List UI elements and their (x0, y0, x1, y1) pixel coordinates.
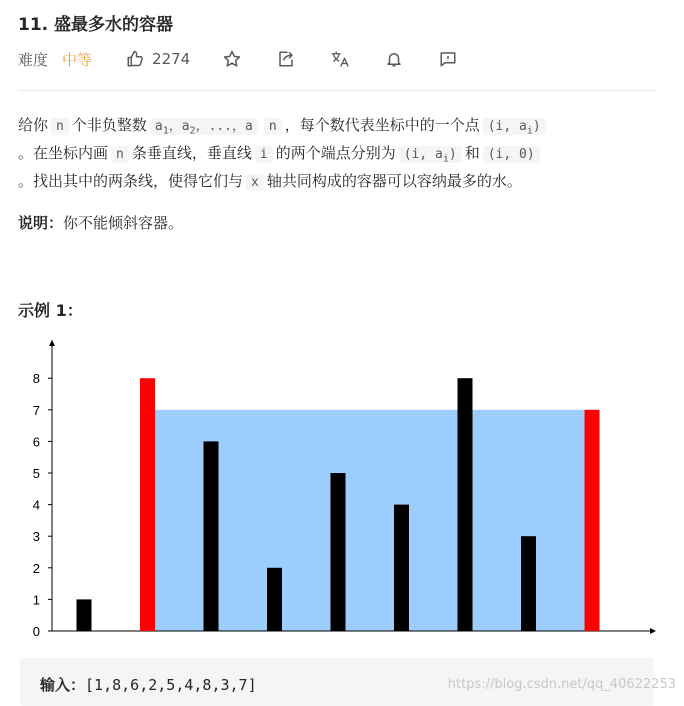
code-point-bottom: (i, 0) (483, 146, 540, 163)
y-tick-label: 8 (32, 371, 40, 387)
text: 。找出其中的两条线，使得它们与 (18, 172, 244, 190)
code-sequence (150, 118, 258, 135)
bar (204, 441, 219, 631)
text: (i, a (487, 119, 527, 134)
text: ，每个数代表坐标中的一个点 (284, 116, 480, 134)
subscript: 2 (189, 125, 196, 137)
water-area (155, 410, 585, 631)
highlight-bar (140, 378, 155, 631)
text: 和 (464, 144, 480, 162)
example-title: 示例 1： (18, 301, 83, 320)
code-x: x (246, 174, 264, 191)
bar (521, 536, 536, 631)
thumbs-up-icon (126, 50, 144, 68)
star-icon (223, 50, 241, 68)
favorite-button[interactable] (220, 47, 244, 71)
y-tick-label: 7 (32, 402, 40, 418)
description-line-3 (18, 170, 522, 191)
watermark: https://blog.csdn.net/qq_40622253 (447, 677, 676, 692)
bar (394, 505, 409, 631)
y-tick-label: 4 (32, 497, 40, 513)
text: 的两个端点分别为 (275, 144, 396, 162)
bar (267, 568, 282, 631)
text: ，...，a (195, 119, 253, 134)
like-button[interactable] (126, 50, 190, 68)
text: ，a (168, 119, 190, 134)
note-text: 你不能倾斜容器。 (63, 214, 184, 232)
text: ) (532, 119, 541, 134)
text: 。在坐标内画 (18, 144, 109, 162)
difficulty-value: 中等 (62, 50, 93, 69)
code-n: n (111, 146, 129, 163)
input-line (40, 674, 257, 695)
code-point (483, 118, 546, 135)
bar (77, 599, 92, 631)
feedback-button[interactable] (436, 47, 460, 71)
bar (331, 473, 346, 631)
y-tick-label: 5 (32, 466, 40, 481)
text: 条垂直线，垂直线 (131, 144, 252, 162)
y-tick-label: 2 (32, 560, 40, 576)
text: 轴共同构成的容器可以容纳最多的水。 (266, 172, 522, 190)
like-count: 2274 (152, 50, 191, 68)
code-subscript-n: n (264, 118, 282, 135)
y-tick-label: 3 (32, 529, 40, 545)
text: 个非负整数 (71, 116, 147, 134)
code-n: n (51, 118, 69, 135)
y-axis-arrow (49, 340, 55, 346)
note-label: 说明： (18, 214, 64, 232)
text: ) (448, 147, 457, 162)
problem-meta-bar (18, 46, 460, 72)
text: (i, a (403, 147, 443, 162)
container-chart (0, 328, 684, 640)
text: 给你 (18, 116, 49, 134)
input-value: [1,8,6,2,5,4,8,3,7] (85, 676, 257, 694)
code-point-top (399, 146, 462, 163)
x-axis-arrow (650, 628, 656, 634)
divider (18, 90, 656, 91)
input-label: 输入： (40, 676, 86, 694)
description-line-2 (18, 142, 543, 165)
share-button[interactable] (274, 47, 298, 71)
difficulty-label: 难度 (18, 50, 49, 69)
highlight-bar (585, 410, 600, 631)
feedback-icon (439, 50, 457, 68)
code-i: i (255, 146, 273, 163)
translate-icon (330, 50, 350, 68)
y-tick-label: 0 (32, 624, 40, 639)
subscript: 1 (162, 125, 169, 137)
subscribe-button[interactable] (382, 47, 406, 71)
bar (458, 378, 473, 631)
subscript: i (526, 125, 533, 137)
text: a (154, 119, 163, 134)
y-tick-label: 1 (32, 592, 40, 608)
bell-icon (385, 50, 403, 68)
y-tick-label: 6 (32, 434, 40, 450)
subscript: i (442, 153, 449, 165)
translate-button[interactable] (328, 47, 352, 71)
note (18, 212, 183, 233)
share-icon (277, 50, 295, 68)
problem-title: 11. 盛最多水的容器 (18, 15, 174, 35)
description-line-1 (18, 114, 549, 137)
